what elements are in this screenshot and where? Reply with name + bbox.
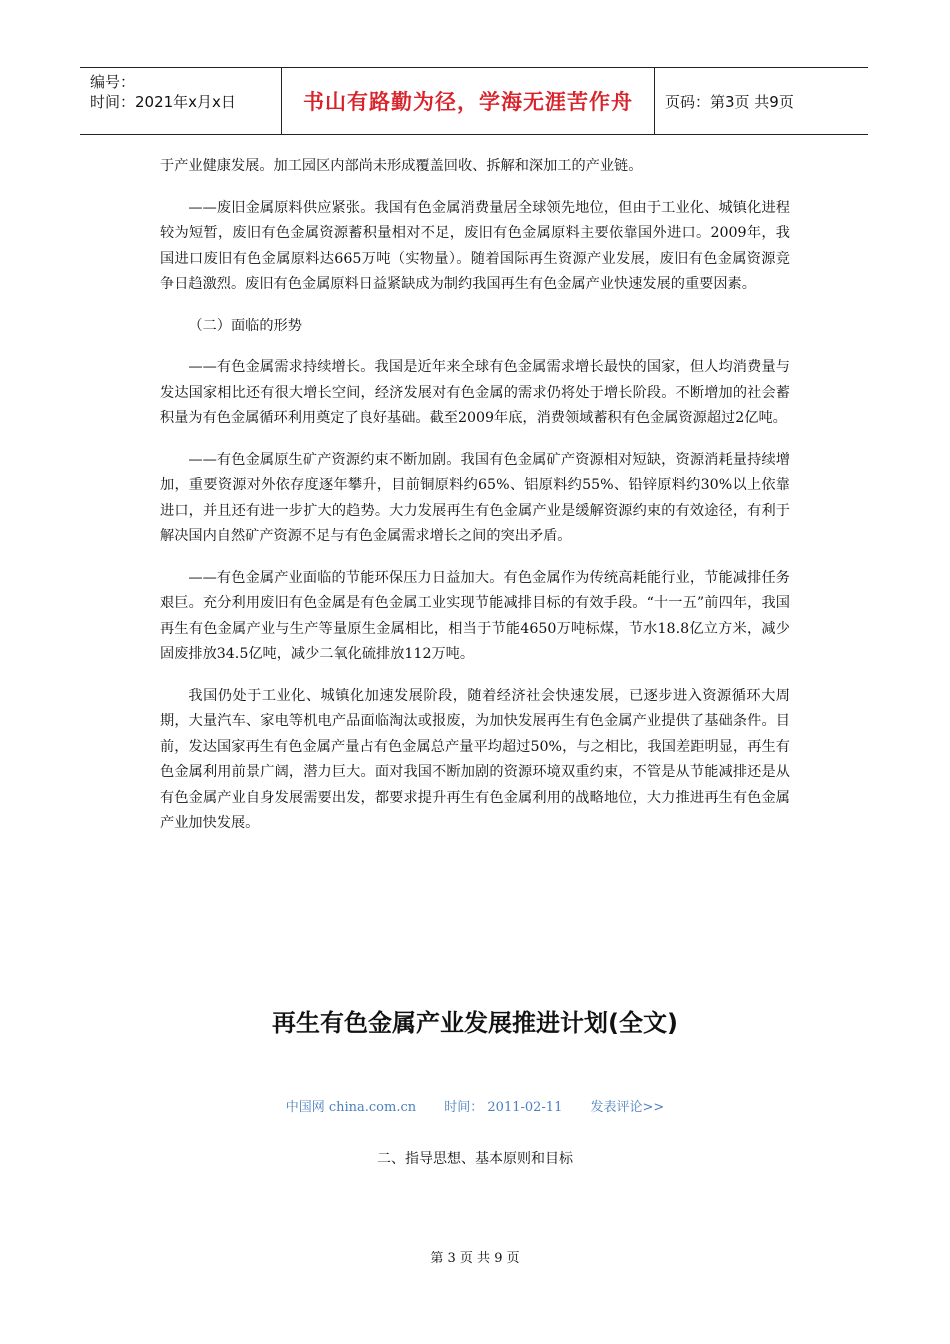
page-footer: 第 3 页 共 9 页 [430, 1251, 520, 1266]
subsection-heading: （二）面临的形势 [188, 317, 302, 334]
article-title: 再生有色金属产业发展推进计划(全文) [272, 1009, 678, 1037]
article-meta [0, 1096, 950, 1115]
paragraph-demand-growth: ——有色金属需求持续增长。我国是近年来全球有色金属需求增长最快的国家，但人均消费量与发达国家相比还有很大增长空间，经济发展对有色金属的需求仍将处于增长阶段。不断增加的社会蓄积量为有色金属循环利用奠定了良好基础。截至2009年底，消费领域蓄积有色金属资源超过2亿吨。 [160, 359, 790, 426]
paragraph-resource-constraint: ——有色金属原生矿产资源约束不断加剧。我国有色金属矿产资源相对短缺，资源消耗量持续增加，重要资源对外依存度逐年攀升，目前铜原料约65%、铝原料约55%、铅锌原料约30%以上依靠进口，并且还有进一步扩大的趋势。大力发展再生有色金属产业是缓解资源约束的有效途径，有利于解决国内自然矿产资源不足与有色金属需求增长之间的突出矛盾。 [160, 451, 790, 544]
comment-link[interactable]: 发表评论>> [590, 1100, 665, 1115]
paragraph-continuation: 于产业健康发展。加工园区内部尚未形成覆盖回收、拆解和深加工的产业链。 [160, 158, 643, 174]
document-body [160, 154, 790, 853]
article-source[interactable]: 中国网 china.com.cn [285, 1100, 417, 1115]
header-time-label: 时间：2021年x月x日 [90, 93, 236, 111]
document-header [80, 67, 868, 135]
paragraph-summary: 我国仍处于工业化、城镇化加速发展阶段，随着经济社会快速发展，已逐步进入资源循环大周期，大量汽车、家电等机电产品面临淘汰或报废，为加快发展再生有色金属产业提供了基础条件。目前，发达国家再生有色金属产量占有色金属总产量平均超过50%，与之相比，我国差距明显，再生有色金属利用前景广阔，潜力巨大。面对我国不断加剧的资源环境双重约束，不管是从节能减排还是从有色金属产业自身发展需要出发，都要求提升再生有色金属利用的战略地位，大力推进再生有色金属产业加快发展。 [160, 687, 790, 831]
article-time: 时间： 2011-02-11 [444, 1100, 563, 1115]
header-page-label: 页码：第3页 共9页 [665, 92, 794, 111]
section-heading: 二、指导思想、基本原则和目标 [377, 1151, 573, 1167]
paragraph-energy-pressure: ——有色金属产业面临的节能环保压力日益加大。有色金属作为传统高耗能行业，节能减排任务艰巨。充分利用废旧有色金属是有色金属工业实现节能减排目标的有效手段。“十一五”前四年，我国再生有色金属产业与生产等量原生金属相比，相当于节能4650万吨标煤，节水18.8亿立方米，减少固废排放34.5亿吨，减少二氧化硫排放112万吨。 [160, 569, 790, 662]
header-motto: 书山有路勤为径，学海无涯苦作舟 [282, 68, 655, 134]
paragraph-raw-material-supply: ——废旧金属原料供应紧张。我国有色金属消费量居全球领先地位，但由于工业化、城镇化进程较为短暂，废旧有色金属资源蓄积量相对不足，废旧有色金属原料主要依靠国外进口。2009年，我国进口废旧有色金属原料达665万吨（实物量）。随着国际再生资源产业发展，废旧有色金属资源竞争日趋激烈。废旧有色金属原料日益紧缺成为制约我国再生有色金属产业快速发展的重要因素。 [160, 199, 790, 292]
header-number-label: 编号： [90, 73, 136, 91]
header-left-cell [80, 68, 282, 134]
